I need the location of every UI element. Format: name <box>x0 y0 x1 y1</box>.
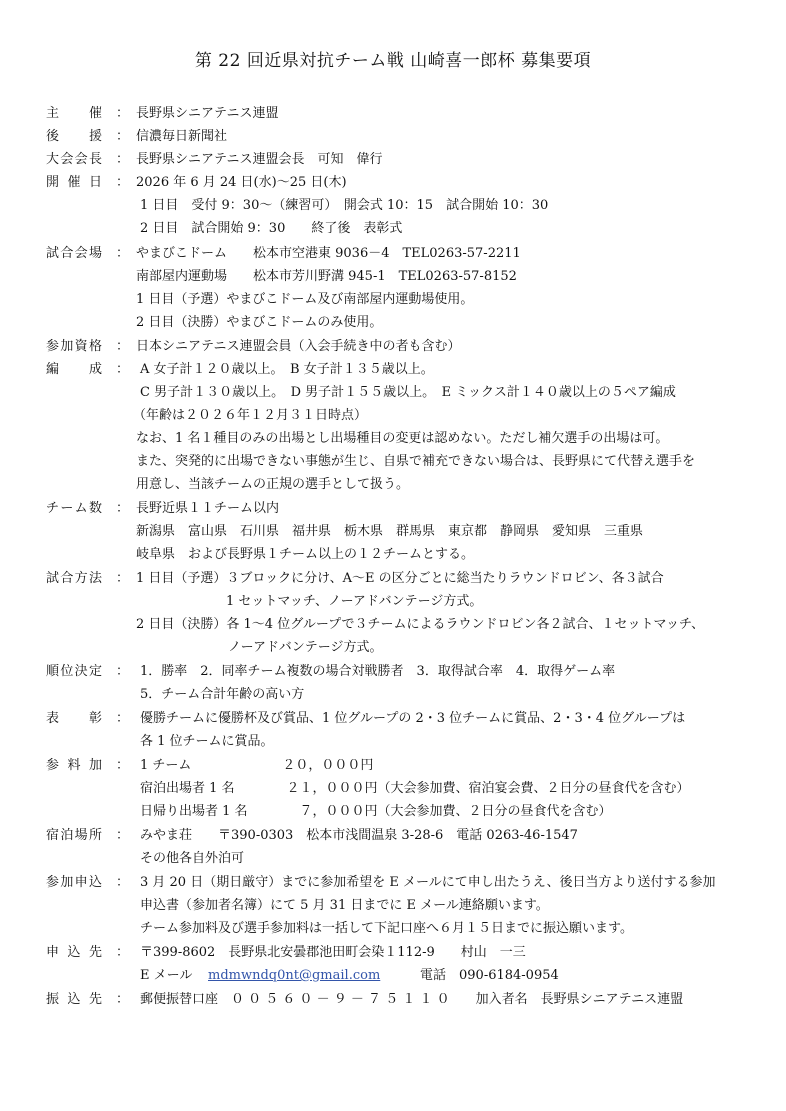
email-link[interactable]: mdmwndq0nt@gmail.com <box>208 968 381 983</box>
day1-schedule: 1 日目 受付 9：30～（練習可） 開会式 10：15 試合開始 10：30 <box>140 198 549 213</box>
label-composition: 編 成 <box>46 362 102 377</box>
awards-line-1: 優勝チームに優勝杯及び賞品、1 位グループの 2・3 位チームに賞品、2・3・4 位グループは <box>140 711 686 726</box>
composition-line-6: 用意し、当該チームの正規の選手として扱う。 <box>136 477 410 492</box>
label-match-format: 試合方法 <box>46 571 102 586</box>
composition-line-3: （年齢は２０２６年１２月３１日時点） <box>133 408 368 423</box>
colon: ： <box>116 992 130 1007</box>
label-transfer-to: 振 込 先 <box>46 992 102 1007</box>
ranking-line-1: 1．勝率 2．同率チーム複数の場合対戦勝者 3．取得試合率 4．取得ゲーム率 <box>140 664 616 679</box>
application-line-2: 申込書（参加者名簿）にて 5 月 31 日までに E メール連絡願います。 <box>140 898 549 913</box>
value-host: 長野県シニアテニス連盟 <box>136 106 279 121</box>
venue-note-2: 2 日目（決勝）やまびこドームのみ使用。 <box>136 315 383 330</box>
application-line-1: 3 月 20 日（期日厳守）までに参加希望を E メールにて申し出たうえ、後日当方より送付する参加 <box>140 875 716 890</box>
colon: ： <box>116 945 130 960</box>
composition-line-4: なお、1 名１種目のみの出場とし出場種目の変更は認めない。ただし補欠選手の出場は可。 <box>136 431 669 446</box>
composition-line-5: また、突発的に出場できない事態が生じ、自県で補充できない場合は、長野県にて代替え選手を <box>136 454 696 469</box>
fee-team: 1 チーム ２０，０００円 <box>140 758 374 773</box>
colon: ： <box>116 106 130 121</box>
transfer-account: 郵便振替口座 ０ ０ ５ ６ ０ － ９ － ７ ５ １ １ ０ 加入者名 長野県シニアテニス連盟 <box>140 992 684 1007</box>
venue-2: 南部屋内運動場 松本市芳川野溝 945-1 TEL0263-57-8152 <box>136 269 517 284</box>
apply-address: 〒399-8602 長野県北安曇郡池田町会染１112-9 村山 一三 <box>140 945 526 960</box>
colon: ： <box>116 571 130 586</box>
email-label: E メール <box>140 968 193 983</box>
day2-schedule: 2 日目 試合開始 9：30 終了後 表彰式 <box>140 221 403 236</box>
value-eligibility: 日本シニアテニス連盟会員（入会手続き中の者も含む） <box>136 339 461 354</box>
fee-overnight: 宿泊出場者 1 名 ２１，０００円（大会参加費、宿泊宴会費、２日分の昼食代を含む） <box>140 781 690 796</box>
value-president: 長野県シニアテニス連盟会長 可知 偉行 <box>136 152 383 167</box>
apply-phone: 電話 090-6184-0954 <box>420 968 559 983</box>
colon: ： <box>116 875 130 890</box>
label-fees: 参 料 加 <box>46 758 102 773</box>
venue-1: やまびこドーム 松本市空港東 9036－4 TEL0263-57-2211 <box>136 246 521 261</box>
label-team-count: チーム数 <box>46 501 102 516</box>
ranking-line-2: 5．チーム合計年齢の高い方 <box>140 687 305 702</box>
label-application: 参加申込 <box>46 875 102 890</box>
colon: ： <box>116 501 130 516</box>
lodging-line-1: みやま荘 〒390-0303 松本市浅間温泉 3-28-6 電話 0263-46-1547 <box>140 828 578 843</box>
label-eligibility: 参加資格 <box>46 339 102 354</box>
colon: ： <box>116 175 130 190</box>
lodging-line-2: その他各自外泊可 <box>140 851 245 866</box>
colon: ： <box>116 711 130 726</box>
format-line-4: ノーアドバンテージ方式。 <box>228 640 383 655</box>
venue-note-1: 1 日目（予選）やまびこドーム及び南部屋内運動場使用。 <box>136 292 474 307</box>
label-venue: 試合会場 <box>46 246 102 261</box>
colon: ： <box>116 362 130 377</box>
colon: ： <box>116 152 130 167</box>
label-sponsor: 後 援 <box>46 129 102 144</box>
page-title: 第 22 回近県対抗チーム戦 山崎喜一郎杯 募集要項 <box>194 51 592 71</box>
label-ranking: 順位決定 <box>46 664 102 679</box>
colon: ： <box>116 246 130 261</box>
fee-daytrip: 日帰り出場者 1 名 ７，０００円（大会参加費、２日分の昼食代を含む） <box>140 804 612 819</box>
colon: ： <box>116 758 130 773</box>
application-line-3: チーム参加料及び選手参加料は一括して下記口座へ６月１５日までに振込願います。 <box>140 921 633 936</box>
teams-line-1: 長野近県１１チーム以内 <box>136 501 280 516</box>
label-dates: 開 催 日 <box>46 175 102 190</box>
label-awards: 表 彰 <box>46 711 102 726</box>
format-line-3: 2 日目（決勝）各 1～4 位グループで３チームによるラウンドロビン各２試合、１セットマッチ、 <box>136 617 705 632</box>
label-president: 大会会長 <box>46 152 102 167</box>
colon: ： <box>116 339 130 354</box>
composition-line-2: C 男子計１３０歳以上。 D 男子計１５５歳以上。 E ミックス計１４０歳以上の５ペア編成 <box>140 385 676 400</box>
format-line-1: 1 日目（予選）３ブロックに分け、A～E の区分ごとに総当たりラウンドロビン、各３試合 <box>136 571 664 586</box>
teams-line-3: 岐阜県 および長野県１チーム以上の１２チームとする。 <box>136 547 475 562</box>
format-line-2: 1 セットマッチ、ノーアドバンテージ方式。 <box>226 594 483 609</box>
colon: ： <box>116 828 130 843</box>
awards-line-2: 各 1 位チームに賞品。 <box>140 734 274 749</box>
value-dates: 2026 年 6 月 24 日(水)～25 日(木) <box>136 175 347 190</box>
colon: ： <box>116 664 130 679</box>
value-sponsor: 信濃毎日新聞社 <box>136 129 228 144</box>
colon: ： <box>116 129 130 144</box>
composition-line-1: A 女子計１２０歳以上。 B 女子計１３５歳以上。 <box>140 362 434 377</box>
label-lodging: 宿泊場所 <box>46 828 102 843</box>
label-apply-to: 申 込 先 <box>46 945 102 960</box>
teams-line-2: 新潟県 富山県 石川県 福井県 栃木県 群馬県 東京都 静岡県 愛知県 三重県 <box>136 524 644 539</box>
label-host: 主 催 <box>46 106 102 121</box>
